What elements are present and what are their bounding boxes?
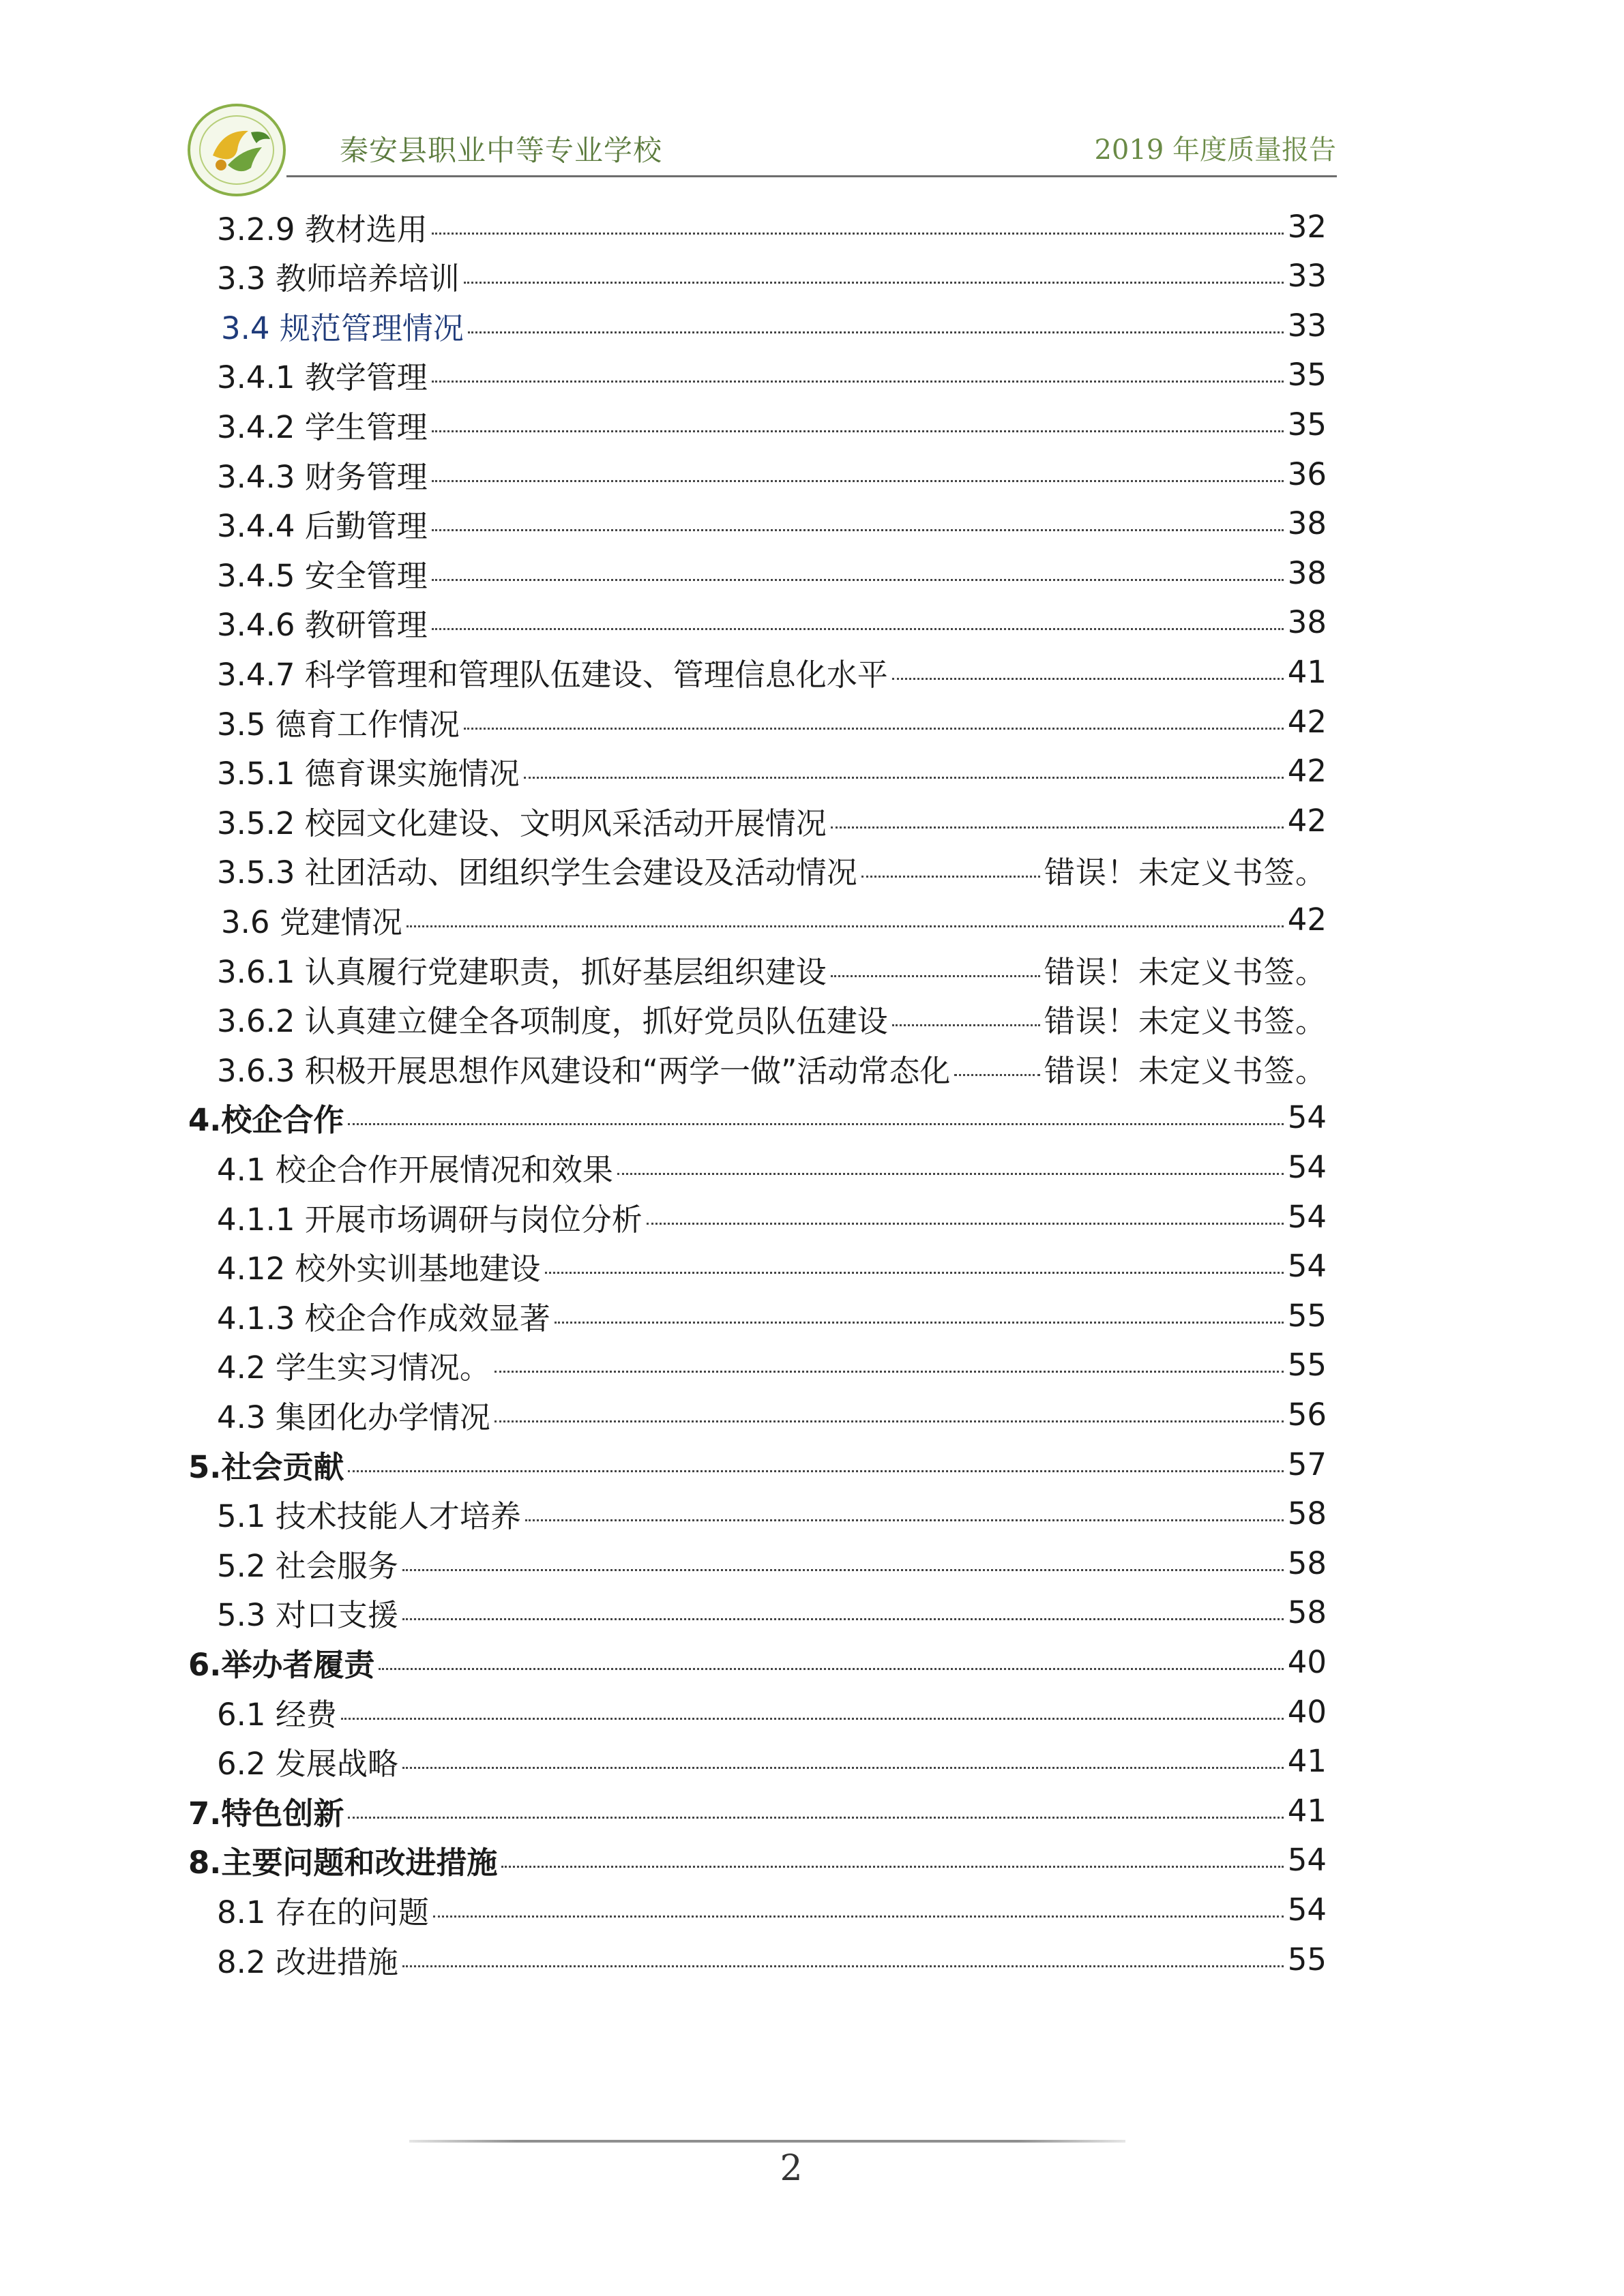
toc-leader-dots: [432, 628, 1284, 630]
toc-entry-page: 42: [1287, 753, 1327, 790]
toc-entry-page: 40: [1287, 1693, 1327, 1730]
toc-leader-dots: [524, 777, 1284, 779]
toc-entry-page: 38: [1287, 505, 1327, 542]
toc-entry-title: 6.举办者履责: [188, 1646, 375, 1683]
toc-entry-page: 41: [1287, 1792, 1327, 1829]
toc-entry-title: 5.社会贡献: [188, 1448, 344, 1485]
toc-entry-page: 54: [1287, 1099, 1327, 1136]
toc-entry-page: 33: [1287, 307, 1327, 344]
toc-entry-page: 错误！未定义书签。: [1044, 1052, 1327, 1089]
toc-entry[interactable]: [217, 1885, 1327, 1934]
toc-entry[interactable]: [217, 1390, 1327, 1439]
toc-entry[interactable]: [217, 1489, 1327, 1538]
toc-leader-dots: [647, 1223, 1284, 1225]
toc-leader-dots: [617, 1173, 1284, 1175]
toc-entry[interactable]: [217, 1142, 1327, 1191]
toc-entry-page: 错误！未定义书签。: [1044, 854, 1327, 891]
toc-entry-page: 55: [1287, 1941, 1327, 1978]
toc-entry[interactable]: [217, 1341, 1327, 1390]
toc-entry-title: 3.4.2 学生管理: [217, 408, 428, 445]
toc-entry-title: 6.1 经费: [217, 1696, 337, 1733]
toc-entry-page: 54: [1287, 1198, 1327, 1235]
toc-entry[interactable]: [217, 1291, 1327, 1340]
toc-entry-page: 错误！未定义书签。: [1044, 953, 1327, 990]
toc-entry[interactable]: [217, 400, 1327, 449]
toc-entry[interactable]: [217, 1242, 1327, 1291]
toc-entry-title: 7.特色创新: [188, 1795, 344, 1832]
toc-entry[interactable]: [188, 1093, 1327, 1142]
toc-entry-title: 4.3 集团化办学情况: [217, 1399, 490, 1435]
header-report-title: 2019 年度质量报告: [1094, 134, 1336, 166]
toc-leader-dots: [464, 728, 1284, 730]
toc-entry-page: 54: [1287, 1248, 1327, 1285]
toc-entry[interactable]: [217, 548, 1327, 597]
toc-leader-dots: [831, 826, 1284, 829]
toc-leader-dots: [348, 1470, 1283, 1472]
toc-entry[interactable]: [188, 1440, 1327, 1489]
toc-entry-page: 35: [1287, 406, 1327, 443]
toc-entry-page: 56: [1287, 1396, 1327, 1433]
toc-entry[interactable]: [188, 1637, 1327, 1686]
toc-entry-page: 42: [1287, 703, 1327, 740]
toc-leader-dots: [464, 282, 1284, 284]
toc-entry[interactable]: [188, 1836, 1327, 1885]
toc-leader-dots: [555, 1322, 1284, 1324]
toc-entry-title: 3.4.5 安全管理: [217, 557, 428, 594]
toc-entry[interactable]: [217, 647, 1327, 696]
toc-entry-title: 3.4.6 教研管理: [217, 607, 428, 644]
header-divider: [286, 175, 1337, 177]
toc-entry-title: 3.5.1 德育课实施情况: [217, 756, 520, 792]
toc-entry-page: 38: [1287, 604, 1327, 641]
toc-entry-title: 8.主要问题和改进措施: [188, 1845, 498, 1881]
toc-entry-page: 38: [1287, 554, 1327, 591]
toc-entry-title: 3.4.4 后勤管理: [217, 508, 428, 545]
toc-leader-dots: [468, 331, 1284, 333]
toc-leader-dots: [494, 1371, 1284, 1373]
toc-leader-dots: [402, 1767, 1284, 1769]
header-school-name: 秦安县职业中等专业学校: [340, 134, 663, 167]
toc-entry[interactable]: [217, 1588, 1327, 1637]
toc-leader-dots: [525, 1519, 1284, 1521]
toc-leader-dots: [501, 1866, 1283, 1868]
toc-leader-dots: [341, 1718, 1284, 1720]
footer-divider: [409, 2140, 1125, 2143]
toc-leader-dots: [432, 430, 1284, 432]
toc-entry-title: 8.1 存在的问题: [217, 1894, 429, 1930]
toc-entry[interactable]: [217, 1737, 1327, 1786]
toc-entry[interactable]: [217, 449, 1327, 498]
toc-leader-dots: [402, 1965, 1284, 1967]
toc-entry-title: 4.1.3 校企合作成效显著: [217, 1300, 550, 1337]
toc-entry-title: 4.1.1 开展市场调研与岗位分析: [217, 1201, 643, 1238]
toc-entry-title: 4.12 校外实训基地建设: [217, 1251, 541, 1287]
toc-leader-dots: [861, 876, 1040, 878]
toc-entry[interactable]: [217, 598, 1327, 647]
toc-leader-dots: [892, 678, 1284, 680]
toc-entry[interactable]: [217, 1192, 1327, 1241]
toc-entry-page: 40: [1287, 1643, 1327, 1680]
toc-entry-page: 58: [1287, 1495, 1327, 1532]
toc-entry-title: 5.3 对口支援: [217, 1597, 398, 1634]
toc-entry[interactable]: [221, 301, 1327, 350]
toc-entry-title: 3.5.2 校园文化建设、文明风采活动开展情况: [217, 805, 827, 841]
page-number: 2: [780, 2148, 803, 2189]
toc-leader-dots: [348, 1123, 1283, 1125]
toc-entry-page: 32: [1287, 208, 1327, 245]
toc-entry[interactable]: [217, 252, 1327, 301]
toc-entry-title: 4.1 校企合作开展情况和效果: [217, 1151, 613, 1188]
toc-entry[interactable]: [217, 944, 1327, 994]
toc-entry[interactable]: [217, 697, 1327, 746]
toc-entry-title: 3.6.2 认真建立健全各项制度，抓好党员队伍建设: [217, 1003, 888, 1040]
toc-entry-page: 33: [1287, 258, 1327, 295]
toc-leader-dots: [432, 480, 1284, 482]
toc-entry[interactable]: [188, 1786, 1327, 1835]
toc-entry[interactable]: [217, 202, 1327, 251]
toc-entry[interactable]: [217, 796, 1327, 845]
toc-leader-dots: [831, 975, 1040, 977]
toc-entry-page: 35: [1287, 357, 1327, 393]
toc-leader-dots: [402, 1569, 1284, 1571]
toc-entry-page: 54: [1287, 1842, 1327, 1879]
toc-leader-dots: [379, 1668, 1283, 1670]
toc-entry-title: 3.5 德育工作情况: [217, 706, 460, 743]
toc-entry-title: 3.4.1 教学管理: [217, 359, 428, 396]
toc-leader-dots: [432, 233, 1284, 235]
toc-entry-title: 3.3 教师培养培训: [217, 260, 460, 297]
toc-entry-title: 3.4 规范管理情况: [221, 310, 464, 346]
toc-leader-dots: [432, 381, 1284, 383]
toc-entry-title: 3.2.9 教材选用: [217, 211, 428, 248]
toc-entry-title: 4.2 学生实习情况。: [217, 1350, 490, 1386]
toc-entry-title: 3.4.7 科学管理和管理队伍建设、管理信息化水平: [217, 656, 888, 693]
toc-entry-title: 5.2 社会服务: [217, 1547, 398, 1584]
toc-entry-page: 错误！未定义书签。: [1044, 1003, 1327, 1040]
toc-entry[interactable]: [217, 1043, 1327, 1092]
toc-entry[interactable]: [217, 994, 1327, 1043]
toc-entry-page: 55: [1287, 1347, 1327, 1384]
toc-entry-title: 3.5.3 社团活动、团组织学生会建设及活动情况: [217, 854, 857, 891]
toc-leader-dots: [407, 925, 1284, 927]
toc-entry-title: 4.校企合作: [188, 1102, 344, 1139]
toc-entry-page: 41: [1287, 653, 1327, 690]
toc-leader-dots: [432, 529, 1284, 531]
toc-leader-dots: [954, 1074, 1040, 1076]
toc-entry-page: 57: [1287, 1446, 1327, 1482]
toc-entry-title: 3.6 党建情况: [221, 904, 402, 940]
toc-entry[interactable]: [217, 1687, 1327, 1736]
toc-entry[interactable]: [217, 1538, 1327, 1587]
toc-entry-page: 36: [1287, 456, 1327, 492]
toc-leader-dots: [545, 1272, 1284, 1274]
toc-leader-dots: [494, 1420, 1284, 1422]
toc-entry-page: 41: [1287, 1743, 1327, 1780]
toc-leader-dots: [348, 1817, 1283, 1819]
toc-entry-page: 55: [1287, 1297, 1327, 1334]
toc-entry-title: 6.2 发展战略: [217, 1746, 398, 1783]
toc-entry[interactable]: [217, 747, 1327, 796]
toc-entry[interactable]: [217, 499, 1327, 548]
toc-leader-dots: [432, 579, 1284, 581]
toc-entry-title: 3.6.1 认真履行党建职责，抓好基层组织建设: [217, 953, 827, 990]
toc-entry-title: 5.1 技术技能人才培养: [217, 1498, 521, 1535]
toc-entry[interactable]: [217, 1935, 1327, 1984]
toc-entry-title: 3.6.3 积极开展思想作风建设和“两学一做”活动常态化: [217, 1052, 951, 1089]
toc-leader-dots: [892, 1024, 1040, 1026]
toc-entry-page: 42: [1287, 802, 1327, 839]
toc-entry[interactable]: [217, 351, 1327, 400]
toc-entry[interactable]: [217, 846, 1327, 895]
toc-entry-page: 42: [1287, 901, 1327, 938]
toc-entry-title: 3.4.3 财务管理: [217, 458, 428, 495]
toc-entry-page: 58: [1287, 1594, 1327, 1631]
toc-entry[interactable]: [221, 895, 1327, 944]
toc-entry-page: 54: [1287, 1891, 1327, 1928]
toc-entry-title: 8.2 改进措施: [217, 1943, 398, 1980]
toc-entry-page: 54: [1287, 1148, 1327, 1185]
toc-leader-dots: [433, 1915, 1284, 1918]
toc-entry-page: 58: [1287, 1545, 1327, 1581]
toc-leader-dots: [402, 1618, 1284, 1620]
school-logo-icon: [186, 102, 288, 198]
